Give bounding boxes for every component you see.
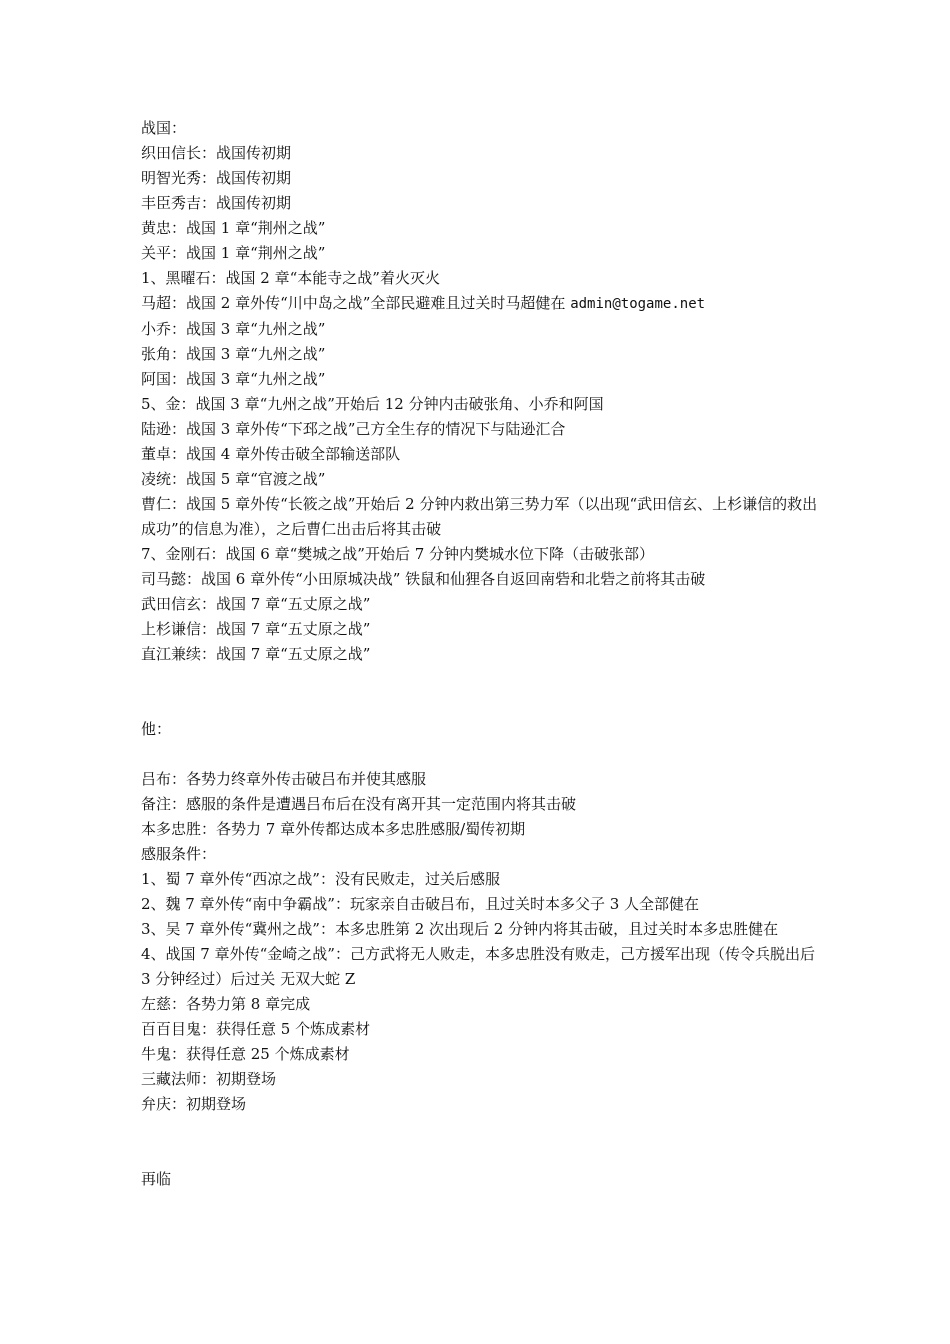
text-line: 4、战国 7 章外传“金崎之战”：己方武将无人败走，本多忠胜没有败走，己方援军出现（传令兵脱出后 3 分钟经过）后过关 无双大蛇 Z [141, 945, 820, 988]
text-line: 3、吴 7 章外传“冀州之战”：本多忠胜第 2 次出现后 2 分钟内将其击破，且过关时本多忠胜健在 [141, 920, 779, 938]
text-line: 张角：战国 3 章“九州之战” [141, 345, 326, 363]
text-line: 1、黑曜石：战国 2 章“本能寺之战”着火灭火 [141, 269, 440, 287]
email-text: admin@togame.net [570, 296, 706, 312]
text-line: 武田信玄：战国 7 章“五丈原之战” [141, 595, 371, 613]
text-line: 2、魏 7 章外传“南中争霸战”：玩家亲自击破吕布，且过关时本多父子 3 人全部健在 [141, 895, 700, 913]
section-heading: 再临 [141, 1170, 172, 1188]
text-line: 关平：战国 1 章“荆州之战” [141, 244, 326, 262]
text-line: 5、金：战国 3 章“九州之战”开始后 12 分钟内击破张角、小乔和阿国 [141, 395, 604, 413]
text-line: 凌统：战国 5 章“官渡之战” [141, 470, 326, 488]
text-line: 百百目鬼：获得任意 5 个炼成素材 [141, 1020, 371, 1038]
text-line: 本多忠胜：各势力 7 章外传都达成本多忠胜感服/蜀传初期 [141, 820, 526, 838]
text-line: 直江兼续：战国 7 章“五丈原之战” [141, 645, 371, 663]
text-line: 上杉谦信：战国 7 章“五丈原之战” [141, 620, 371, 638]
section-sengoku [141, 116, 821, 667]
text-line: 曹仁：战国 5 章外传“长筱之战”开始后 2 分钟内救出第三势力军（以出现“武田信玄、上杉谦信的救出成功”的信息为准），之后曹仁出击后将其击破 [141, 495, 818, 538]
text-line: 7、金刚石：战国 6 章“樊城之战”开始后 7 分钟内樊城水位下降（击破张部） [141, 545, 655, 563]
section-other [141, 717, 821, 1117]
text-line: 三藏法师：初期登场 [141, 1070, 277, 1088]
text-line: 马超：战国 2 章外传“川中岛之战”全部民避难且过关时马超健在 [141, 294, 571, 312]
spacer [141, 742, 821, 767]
text-line: 司马懿：战国 6 章外传“小田原城决战” 铁鼠和仙狸各自返回南砦和北砦之前将其击破 [141, 570, 706, 588]
text-line: 织田信长：战国传初期 [141, 144, 292, 162]
text-line: 1、蜀 7 章外传“西凉之战”：没有民败走，过关后感服 [141, 870, 500, 888]
text-line: 黄忠：战国 1 章“荆州之战” [141, 219, 326, 237]
document-page [141, 116, 821, 1192]
text-line: 感服条件： [141, 845, 217, 863]
text-line: 陆逊：战国 3 章外传“下邳之战”己方全生存的情况下与陆逊汇合 [141, 420, 566, 438]
spacer [141, 667, 821, 717]
section-zairin [141, 1167, 821, 1192]
text-line: 左慈：各势力第 8 章完成 [141, 995, 311, 1013]
text-line: 阿国：战国 3 章“九州之战” [141, 370, 326, 388]
text-line: 牛鬼：获得任意 25 个炼成素材 [141, 1045, 350, 1063]
text-line: 弁庆：初期登场 [141, 1095, 247, 1113]
text-line: 小乔：战国 3 章“九州之战” [141, 320, 326, 338]
section-heading: 战国： [141, 119, 187, 137]
section-heading: 他： [141, 720, 172, 738]
spacer [141, 1117, 821, 1167]
text-line: 备注：感服的条件是遭遇吕布后在没有离开其一定范围内将其击破 [141, 795, 577, 813]
text-line: 丰臣秀吉：战国传初期 [141, 194, 292, 212]
text-line: 明智光秀：战国传初期 [141, 169, 292, 187]
text-line: 吕布：各势力终章外传击破吕布并使其感服 [141, 770, 427, 788]
text-line-with-email [141, 291, 821, 317]
text-line: 董卓：战国 4 章外传击破全部输送部队 [141, 445, 401, 463]
